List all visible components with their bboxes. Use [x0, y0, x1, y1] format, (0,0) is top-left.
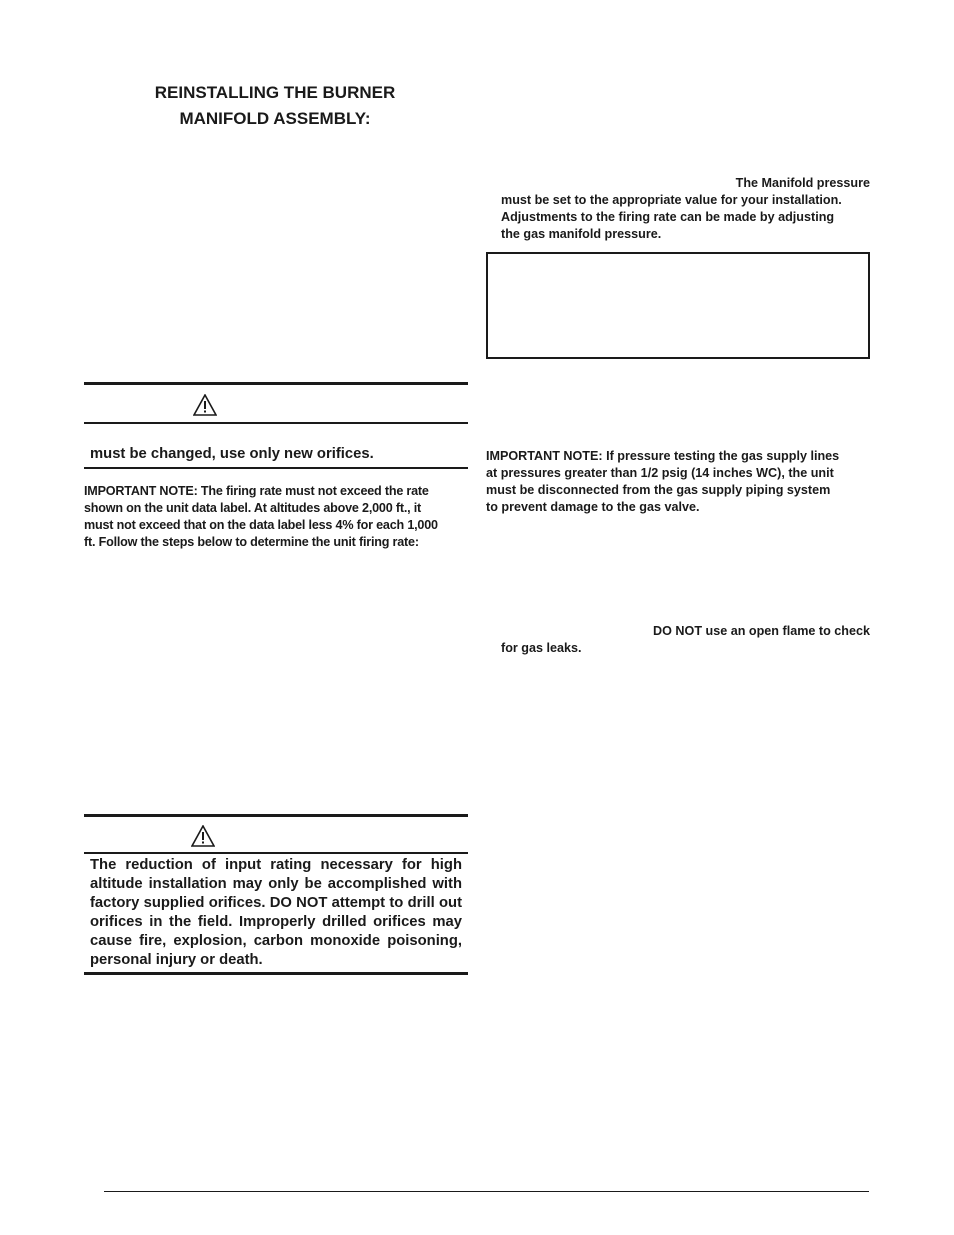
warning-mid-rule: [84, 852, 468, 854]
section-heading: [120, 80, 430, 132]
high-altitude-warning-text: The reduction of input rating necessary for high altitude installation may only be accomplished with factory supplied orifices. DO NOT attempt to drill out orifices in the field. Improperly drilled orifices may cause fire, explosion, carbon monoxide poisoning, personal injury or death.: [90, 857, 462, 968]
caution-mid-rule: [84, 422, 468, 424]
footer-rule: [104, 1191, 869, 1192]
firing-rate-note: IMPORTANT NOTE: The firing rate must not exceed the rate shown on the unit data label. At altitudes above 2,000 ft., it must not exceed that on the data label less 4% for each 1,000 ft. Follow the steps below to determine the unit firing rate:: [84, 484, 438, 549]
warning-triangle-icon: [193, 394, 217, 416]
warning-bottom-rule: [84, 972, 468, 975]
caution-bottom-rule: [84, 467, 468, 469]
manifold-pressure-note: The Manifold pressure must be set to the appropriate value for your installation. Adjustments to the firing rate can be made by adjusting the gas manifold pressure.: [501, 176, 870, 241]
warning-top-rule: [84, 814, 468, 817]
heading-line-1: REINSTALLING THE BURNER: [154, 83, 396, 102]
caution-orifices-text: must be changed, use only new orifices.: [90, 446, 374, 462]
firing-rate-example-box: [486, 252, 870, 359]
warning-triangle-icon: [191, 825, 215, 847]
caution-top-rule: [84, 382, 468, 385]
heading-line-2: MANIFOLD ASSEMBLY:: [179, 109, 371, 128]
pressure-testing-note: IMPORTANT NOTE: If pressure testing the gas supply lines at pressures greater than 1/2 psig (14 inches WC), the unit must be disconnected from the gas supply piping system to prevent damage to the gas valve.: [486, 449, 840, 514]
leak-check-note: DO NOT use an open flame to check for gas leaks.: [501, 624, 870, 655]
